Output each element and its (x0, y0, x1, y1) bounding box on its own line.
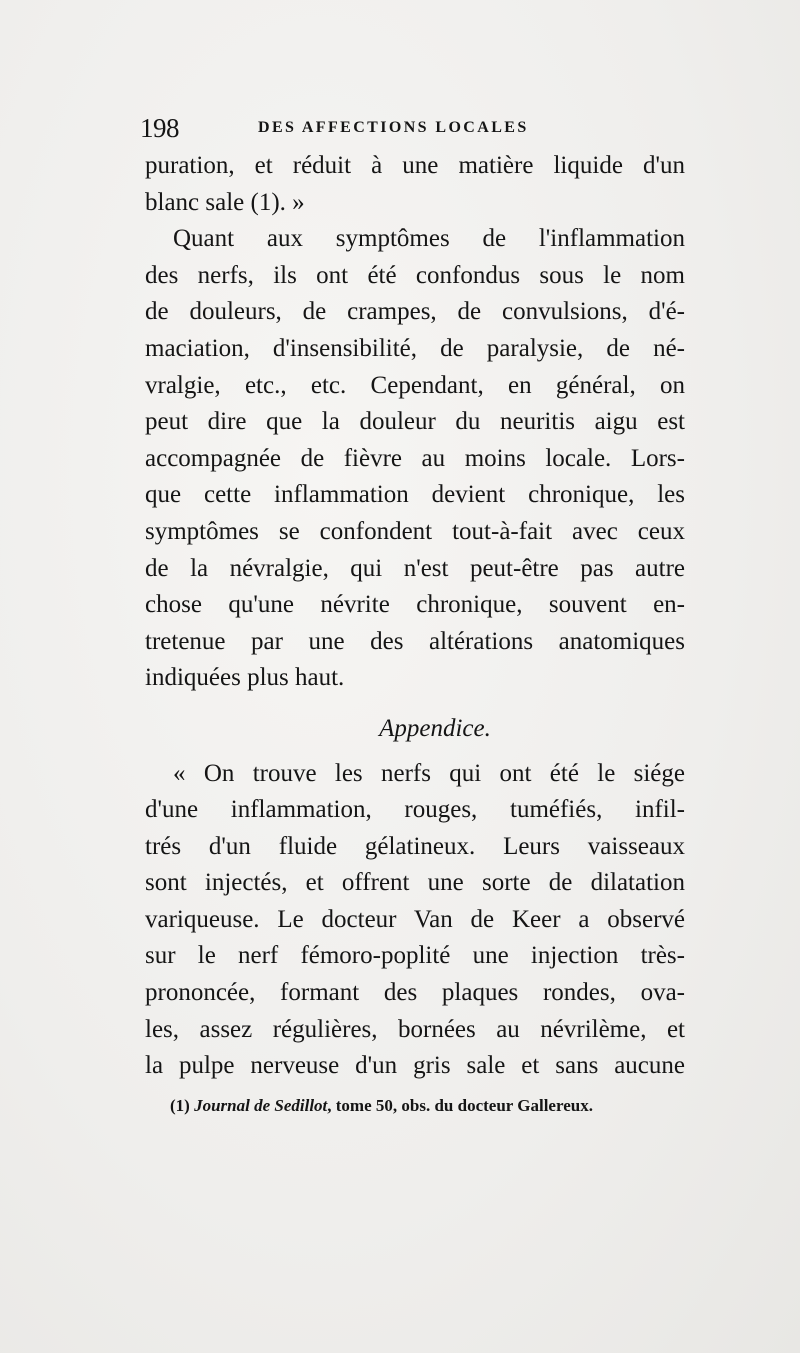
text-line: puration, et réduit à une matière liquide d'un (145, 152, 685, 179)
page-number: 198 (140, 113, 179, 143)
page-header (140, 113, 680, 143)
footnote-marker: (1) (170, 1096, 190, 1115)
text-line: les, assez régulières, bornées au névrilème, et (145, 1015, 685, 1043)
section-heading: Appendice. (379, 714, 491, 742)
text-line: trés d'un fluide gélatineux. Leurs vaisseaux (145, 832, 685, 860)
text-line: blanc sale (1). » (145, 188, 305, 216)
footnote-details: , tome 50, obs. du docteur Gallereux. (327, 1096, 593, 1115)
text-line: que cette inflammation devient chronique, les (145, 481, 685, 509)
text-line: « On trouve les nerfs qui ont été le siége (173, 759, 685, 787)
text-line: la pulpe nerveuse d'un gris sale et sans aucune (145, 1052, 685, 1080)
text-line: accompagnée de fièvre au moins locale. Lors- (145, 444, 685, 472)
running-head: DES AFFECTIONS LOCALES (258, 119, 529, 136)
text-line: prononcée, formant des plaques rondes, ova- (145, 979, 685, 1007)
footnote (170, 1093, 690, 1119)
main-text (145, 148, 685, 1085)
text-line: peut dire que la douleur du neuritis aigu est (145, 408, 685, 436)
text-line: symptômes se confondent tout-à-fait avec ceux (145, 517, 685, 545)
text-line: variqueuse. Le docteur Van de Keer a observé (145, 905, 685, 933)
text-line: Quant aux symptômes de l'inflammation (173, 225, 685, 253)
footnote-source: Journal de Sedillot (194, 1096, 328, 1115)
text-line: tretenue par une des altérations anatomiques (145, 627, 685, 655)
text-line: d'une inflammation, rouges, tuméfiés, infil- (145, 796, 685, 824)
text-line: maciation, d'insensibilité, de paralysie, de né- (145, 334, 685, 362)
text-line: sont injectés, et offrent une sorte de dilatation (145, 869, 685, 897)
text-line: vralgie, etc., etc. Cependant, en général, on (145, 371, 685, 399)
text-line: de douleurs, de crampes, de convulsions, d'é- (145, 298, 685, 326)
text-line: des nerfs, ils ont été confondus sous le nom (145, 261, 685, 289)
text-line: sur le nerf fémoro-poplité une injection très- (145, 942, 685, 970)
text-line: indiquées plus haut. (145, 664, 345, 692)
text-line: de la névralgie, qui n'est peut-être pas autre (145, 554, 685, 582)
text-line: chose qu'une névrite chronique, souvent en- (145, 591, 685, 619)
